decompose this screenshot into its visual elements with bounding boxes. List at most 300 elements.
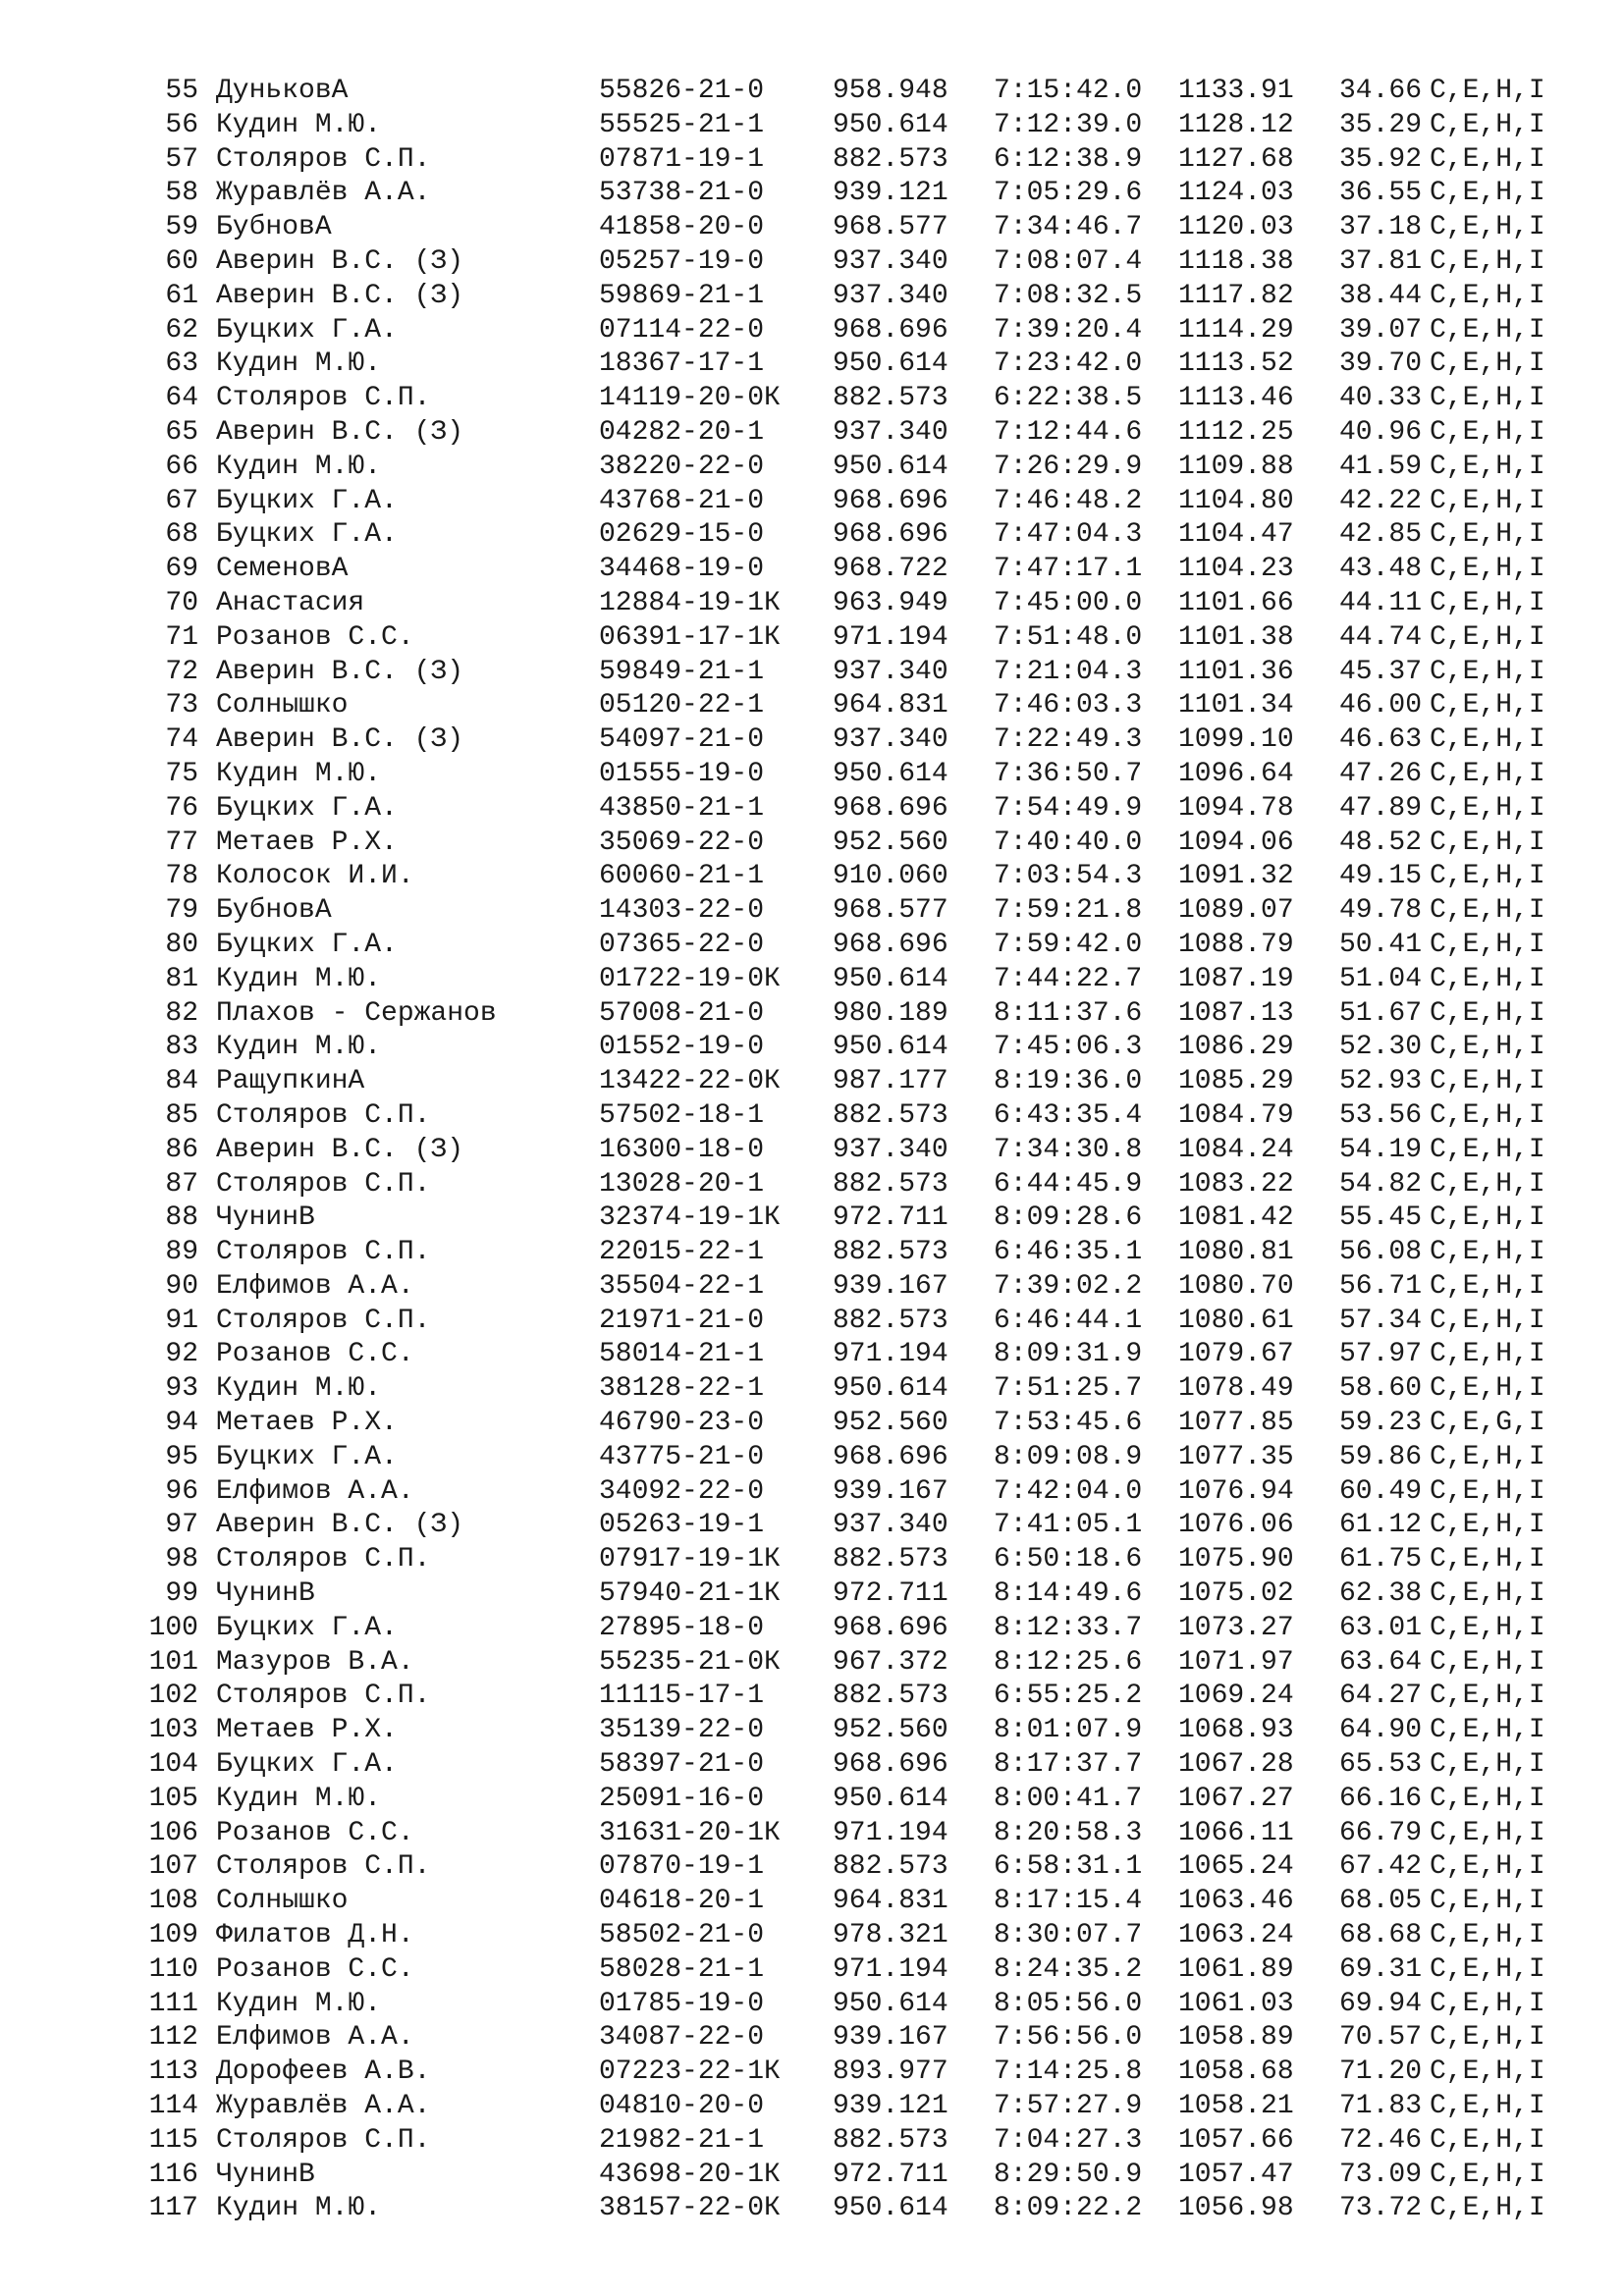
speed-cell: 1127.68 (1178, 143, 1294, 175)
coefficients-cell: C,E,H,I (1430, 1510, 1545, 1541)
rank-cell: 99 (165, 1578, 198, 1610)
rank-cell: 94 (165, 1408, 198, 1439)
fancier-name-cell: ЧунинВ (216, 1202, 315, 1234)
ring-number-cell: 01722-19-0К (599, 963, 781, 994)
rank-cell: 87 (165, 1168, 198, 1200)
points-cell: 71.20 (1339, 2056, 1423, 2088)
points-cell: 61.12 (1339, 1510, 1423, 1541)
fancier-name-cell: Розанов С.С. (216, 1953, 414, 1985)
ring-number-cell: 07365-22-0 (599, 929, 765, 960)
rank-cell: 100 (148, 1612, 198, 1643)
ring-number-cell: 31631-20-1К (599, 1817, 781, 1848)
speed-cell: 1058.89 (1178, 2022, 1294, 2054)
points-cell: 65.53 (1339, 1749, 1423, 1781)
points-cell: 48.52 (1339, 827, 1423, 858)
ring-number-cell: 43775-21-0 (599, 1441, 765, 1472)
fancier-name-cell: Аверин В.С. (З) (216, 416, 464, 448)
fancier-name-cell: Солнышко (216, 690, 349, 721)
flight-time-cell: 8:14:49.6 (994, 1578, 1143, 1610)
rank-cell: 69 (165, 554, 198, 585)
rank-cell: 55 (165, 76, 198, 106)
speed-cell: 1075.02 (1178, 1578, 1294, 1610)
flight-time-cell: 8:01:07.9 (994, 1715, 1143, 1746)
flight-time-cell: 8:12:33.7 (994, 1612, 1143, 1643)
ring-number-cell: 58502-21-0 (599, 1920, 765, 1951)
fancier-name-cell: Аверин В.С. (З) (216, 1510, 464, 1541)
fancier-name-cell: Аверин В.С. (З) (216, 245, 464, 277)
speed-cell: 1120.03 (1178, 212, 1294, 243)
ring-number-cell: 57502-18-1 (599, 1099, 765, 1131)
ring-number-cell: 57940-21-1К (599, 1578, 781, 1610)
points-cell: 57.34 (1339, 1305, 1423, 1336)
coefficients-cell: C,E,H,I (1430, 143, 1545, 175)
distance-cell: 952.560 (833, 1408, 948, 1439)
flight-time-cell: 6:44:45.9 (994, 1168, 1143, 1200)
fancier-name-cell: Кудин М.Ю. (216, 1783, 382, 1814)
flight-time-cell: 7:34:46.7 (994, 212, 1143, 243)
points-cell: 47.89 (1339, 792, 1423, 824)
points-cell: 68.68 (1339, 1920, 1423, 1951)
speed-cell: 1058.68 (1178, 2056, 1294, 2088)
ring-number-cell: 21971-21-0 (599, 1305, 765, 1336)
points-cell: 55.45 (1339, 1202, 1423, 1234)
speed-cell: 1068.93 (1178, 1715, 1294, 1746)
ring-number-cell: 05263-19-1 (599, 1510, 765, 1541)
speed-cell: 1133.91 (1178, 76, 1294, 106)
points-cell: 62.38 (1339, 1578, 1423, 1610)
distance-cell: 939.167 (833, 1475, 948, 1507)
flight-time-cell: 8:11:37.6 (994, 997, 1143, 1029)
points-cell: 35.29 (1339, 109, 1423, 140)
fancier-name-cell: Буцких Г.А. (216, 929, 398, 960)
fancier-name-cell: РащупкинА (216, 1066, 365, 1097)
coefficients-cell: C,E,H,I (1430, 1032, 1545, 1063)
fancier-name-cell: ДуньковА (216, 76, 349, 106)
ring-number-cell: 32374-19-1К (599, 1202, 781, 1234)
ring-number-cell: 35504-22-1 (599, 1270, 765, 1302)
flight-time-cell: 7:42:04.0 (994, 1475, 1143, 1507)
rank-cell: 114 (148, 2091, 198, 2122)
distance-cell: 972.711 (833, 2159, 948, 2190)
coefficients-cell: C,E,H,I (1430, 895, 1545, 927)
speed-cell: 1069.24 (1178, 1681, 1294, 1712)
distance-cell: 937.340 (833, 280, 948, 311)
rank-cell: 57 (165, 143, 198, 175)
points-cell: 60.49 (1339, 1475, 1423, 1507)
distance-cell: 882.573 (833, 1305, 948, 1336)
flight-time-cell: 8:05:56.0 (994, 1988, 1143, 2019)
ring-number-cell: 35069-22-0 (599, 827, 765, 858)
coefficients-cell: C,E,H,I (1430, 1988, 1545, 2019)
ring-number-cell: 46790-23-0 (599, 1408, 765, 1439)
flight-time-cell: 7:57:27.9 (994, 2091, 1143, 2122)
flight-time-cell: 7:22:49.3 (994, 724, 1143, 756)
fancier-name-cell: Буцких Г.А. (216, 519, 398, 551)
rank-cell: 86 (165, 1134, 198, 1165)
coefficients-cell: C,E,H,I (1430, 1681, 1545, 1712)
speed-cell: 1101.34 (1178, 690, 1294, 721)
fancier-name-cell: Аверин В.С. (З) (216, 1134, 464, 1165)
flight-time-cell: 7:21:04.3 (994, 656, 1143, 687)
rank-cell: 68 (165, 519, 198, 551)
points-cell: 71.83 (1339, 2091, 1423, 2122)
distance-cell: 972.711 (833, 1202, 948, 1234)
flight-time-cell: 6:43:35.4 (994, 1099, 1143, 1131)
rank-cell: 115 (148, 2124, 198, 2156)
distance-cell: 971.194 (833, 1339, 948, 1370)
fancier-name-cell: Столяров С.П. (216, 1681, 431, 1712)
coefficients-cell: C,E,H,I (1430, 554, 1545, 585)
ring-number-cell: 25091-16-0 (599, 1783, 765, 1814)
rank-cell: 80 (165, 929, 198, 960)
rank-cell: 90 (165, 1270, 198, 1302)
distance-cell: 978.321 (833, 1920, 948, 1951)
speed-cell: 1087.13 (1178, 997, 1294, 1029)
fancier-name-cell: Дорофеев А.В. (216, 2056, 431, 2088)
points-cell: 34.66 (1339, 76, 1423, 106)
ring-number-cell: 38157-22-0К (599, 2193, 781, 2224)
speed-cell: 1089.07 (1178, 895, 1294, 927)
coefficients-cell: C,E,H,I (1430, 724, 1545, 756)
rank-cell: 63 (165, 348, 198, 380)
speed-cell: 1104.80 (1178, 485, 1294, 516)
flight-time-cell: 8:30:07.7 (994, 1920, 1143, 1951)
coefficients-cell: C,E,H,I (1430, 1851, 1545, 1883)
flight-time-cell: 8:09:22.2 (994, 2193, 1143, 2224)
rank-cell: 89 (165, 1237, 198, 1268)
speed-cell: 1077.35 (1178, 1441, 1294, 1472)
rank-cell: 56 (165, 109, 198, 140)
speed-cell: 1075.90 (1178, 1544, 1294, 1575)
speed-cell: 1077.85 (1178, 1408, 1294, 1439)
ring-number-cell: 58397-21-0 (599, 1749, 765, 1781)
flight-time-cell: 8:09:08.9 (994, 1441, 1143, 1472)
distance-cell: 952.560 (833, 827, 948, 858)
fancier-name-cell: Метаев Р.Х. (216, 1408, 398, 1439)
coefficients-cell: C,E,H,I (1430, 1168, 1545, 1200)
points-cell: 73.72 (1339, 2193, 1423, 2224)
flight-time-cell: 8:17:15.4 (994, 1886, 1143, 1917)
fancier-name-cell: Столяров С.П. (216, 143, 431, 175)
fancier-name-cell: Кудин М.Ю. (216, 451, 382, 482)
rank-cell: 58 (165, 178, 198, 209)
flight-time-cell: 8:09:28.6 (994, 1202, 1143, 1234)
distance-cell: 968.696 (833, 485, 948, 516)
speed-cell: 1063.24 (1178, 1920, 1294, 1951)
speed-cell: 1081.42 (1178, 1202, 1294, 1234)
speed-cell: 1094.06 (1178, 827, 1294, 858)
distance-cell: 937.340 (833, 416, 948, 448)
points-cell: 72.46 (1339, 2124, 1423, 2156)
flight-time-cell: 7:47:17.1 (994, 554, 1143, 585)
fancier-name-cell: Кудин М.Ю. (216, 1032, 382, 1063)
speed-cell: 1087.19 (1178, 963, 1294, 994)
fancier-name-cell: Столяров С.П. (216, 2124, 431, 2156)
speed-cell: 1091.32 (1178, 861, 1294, 892)
rank-cell: 116 (148, 2159, 198, 2190)
coefficients-cell: C,E,H,I (1430, 348, 1545, 380)
fancier-name-cell: Кудин М.Ю. (216, 758, 382, 789)
ring-number-cell: 05257-19-0 (599, 245, 765, 277)
coefficients-cell: C,E,H,I (1430, 1544, 1545, 1575)
distance-cell: 950.614 (833, 1373, 948, 1405)
distance-cell: 950.614 (833, 109, 948, 140)
coefficients-cell: C,E,H,I (1430, 997, 1545, 1029)
coefficients-cell: C,E,H,I (1430, 1475, 1545, 1507)
fancier-name-cell: Елфимов А.А. (216, 1270, 414, 1302)
speed-cell: 1063.46 (1178, 1886, 1294, 1917)
flight-time-cell: 7:46:03.3 (994, 690, 1143, 721)
points-cell: 54.19 (1339, 1134, 1423, 1165)
speed-cell: 1086.29 (1178, 1032, 1294, 1063)
speed-cell: 1067.27 (1178, 1783, 1294, 1814)
fancier-name-cell: Анастасия (216, 587, 365, 618)
distance-cell: 910.060 (833, 861, 948, 892)
speed-cell: 1056.98 (1178, 2193, 1294, 2224)
ring-number-cell: 58014-21-1 (599, 1339, 765, 1370)
distance-cell: 967.372 (833, 1646, 948, 1678)
points-cell: 41.59 (1339, 451, 1423, 482)
rank-cell: 72 (165, 656, 198, 687)
rank-cell: 96 (165, 1475, 198, 1507)
flight-time-cell: 8:17:37.7 (994, 1749, 1143, 1781)
ring-number-cell: 14119-20-0К (599, 383, 781, 414)
points-cell: 51.67 (1339, 997, 1423, 1029)
distance-cell: 950.614 (833, 348, 948, 380)
speed-cell: 1112.25 (1178, 416, 1294, 448)
rank-cell: 61 (165, 280, 198, 311)
fancier-name-cell: Столяров С.П. (216, 1237, 431, 1268)
coefficients-cell: C,E,H,I (1430, 1339, 1545, 1370)
speed-cell: 1104.47 (1178, 519, 1294, 551)
fancier-name-cell: Розанов С.С. (216, 621, 414, 653)
coefficients-cell: C,E,H,I (1430, 212, 1545, 243)
distance-cell: 950.614 (833, 1988, 948, 2019)
rank-cell: 101 (148, 1646, 198, 1678)
ring-number-cell: 59869-21-1 (599, 280, 765, 311)
coefficients-cell: C,E,H,I (1430, 1270, 1545, 1302)
distance-cell: 937.340 (833, 656, 948, 687)
rank-cell: 70 (165, 587, 198, 618)
points-cell: 54.82 (1339, 1168, 1423, 1200)
rank-cell: 71 (165, 621, 198, 653)
points-cell: 43.48 (1339, 554, 1423, 585)
coefficients-cell: C,E,H,I (1430, 1612, 1545, 1643)
speed-cell: 1084.24 (1178, 1134, 1294, 1165)
flight-time-cell: 8:24:35.2 (994, 1953, 1143, 1985)
flight-time-cell: 7:03:54.3 (994, 861, 1143, 892)
coefficients-cell: C,E,H,I (1430, 1646, 1545, 1678)
speed-cell: 1099.10 (1178, 724, 1294, 756)
coefficients-cell: C,E,H,I (1430, 1953, 1545, 1985)
ring-number-cell: 43698-20-1К (599, 2159, 781, 2190)
ring-number-cell: 01555-19-0 (599, 758, 765, 789)
ring-number-cell: 60060-21-1 (599, 861, 765, 892)
speed-cell: 1114.29 (1178, 314, 1294, 346)
speed-cell: 1124.03 (1178, 178, 1294, 209)
coefficients-cell: C,E,H,I (1430, 2124, 1545, 2156)
distance-cell: 950.614 (833, 963, 948, 994)
flight-time-cell: 7:59:42.0 (994, 929, 1143, 960)
ring-number-cell: 16300-18-0 (599, 1134, 765, 1165)
ring-number-cell: 12884-19-1К (599, 587, 781, 618)
distance-cell: 972.711 (833, 1578, 948, 1610)
coefficients-cell: C,E,H,I (1430, 1305, 1545, 1336)
points-cell: 63.01 (1339, 1612, 1423, 1643)
rank-cell: 64 (165, 383, 198, 414)
speed-cell: 1088.79 (1178, 929, 1294, 960)
distance-cell: 968.696 (833, 314, 948, 346)
coefficients-cell: C,E,H,I (1430, 587, 1545, 618)
coefficients-cell: C,E,H,I (1430, 416, 1545, 448)
ring-number-cell: 54097-21-0 (599, 724, 765, 756)
coefficients-cell: C,E,H,I (1430, 383, 1545, 414)
flight-time-cell: 7:36:50.7 (994, 758, 1143, 789)
distance-cell: 950.614 (833, 758, 948, 789)
flight-time-cell: 7:54:49.9 (994, 792, 1143, 824)
rank-cell: 110 (148, 1953, 198, 1985)
flight-time-cell: 7:12:44.6 (994, 416, 1143, 448)
rank-cell: 97 (165, 1510, 198, 1541)
rank-cell: 113 (148, 2056, 198, 2088)
points-cell: 49.15 (1339, 861, 1423, 892)
points-cell: 53.56 (1339, 1099, 1423, 1131)
flight-time-cell: 7:12:39.0 (994, 109, 1143, 140)
rank-cell: 74 (165, 724, 198, 756)
points-cell: 67.42 (1339, 1851, 1423, 1883)
fancier-name-cell: Елфимов А.А. (216, 1475, 414, 1507)
rank-cell: 82 (165, 997, 198, 1029)
flight-time-cell: 7:47:04.3 (994, 519, 1143, 551)
fancier-name-cell: Филатов Д.Н. (216, 1920, 414, 1951)
rank-cell: 66 (165, 451, 198, 482)
points-cell: 44.74 (1339, 621, 1423, 653)
coefficients-cell: C,E,H,I (1430, 519, 1545, 551)
ring-number-cell: 21982-21-1 (599, 2124, 765, 2156)
points-cell: 69.94 (1339, 1988, 1423, 2019)
flight-time-cell: 6:22:38.5 (994, 383, 1143, 414)
flight-time-cell: 7:40:40.0 (994, 827, 1143, 858)
distance-cell: 937.340 (833, 1134, 948, 1165)
coefficients-cell: C,E,H,I (1430, 2159, 1545, 2190)
coefficients-cell: C,E,H,I (1430, 929, 1545, 960)
points-cell: 56.08 (1339, 1237, 1423, 1268)
distance-cell: 882.573 (833, 143, 948, 175)
distance-cell: 882.573 (833, 1544, 948, 1575)
rank-cell: 85 (165, 1099, 198, 1131)
flight-time-cell: 8:09:31.9 (994, 1339, 1143, 1370)
points-cell: 51.04 (1339, 963, 1423, 994)
coefficients-cell: C,E,H,I (1430, 280, 1545, 311)
points-cell: 61.75 (1339, 1544, 1423, 1575)
speed-cell: 1109.88 (1178, 451, 1294, 482)
flight-time-cell: 7:56:56.0 (994, 2022, 1143, 2054)
fancier-name-cell: Столяров С.П. (216, 383, 431, 414)
distance-cell: 882.573 (833, 1237, 948, 1268)
points-cell: 66.16 (1339, 1783, 1423, 1814)
fancier-name-cell: Журавлёв А.А. (216, 178, 431, 209)
ring-number-cell: 55826-21-0 (599, 76, 765, 106)
ring-number-cell: 35139-22-0 (599, 1715, 765, 1746)
ring-number-cell: 04618-20-1 (599, 1886, 765, 1917)
fancier-name-cell: Солнышко (216, 1886, 349, 1917)
coefficients-cell: C,E,H,I (1430, 314, 1545, 346)
fancier-name-cell: Кудин М.Ю. (216, 1988, 382, 2019)
distance-cell: 968.696 (833, 1441, 948, 1472)
ring-number-cell: 01552-19-0 (599, 1032, 765, 1063)
coefficients-cell: C,E,G,I (1430, 1408, 1545, 1439)
coefficients-cell: C,E,H,I (1430, 1715, 1545, 1746)
flight-time-cell: 7:59:21.8 (994, 895, 1143, 927)
rank-cell: 112 (148, 2022, 198, 2054)
speed-cell: 1078.49 (1178, 1373, 1294, 1405)
points-cell: 69.31 (1339, 1953, 1423, 1985)
distance-cell: 968.577 (833, 212, 948, 243)
ring-number-cell: 04282-20-1 (599, 416, 765, 448)
speed-cell: 1128.12 (1178, 109, 1294, 140)
ring-number-cell: 38220-22-0 (599, 451, 765, 482)
ring-number-cell: 34087-22-0 (599, 2022, 765, 2054)
ring-number-cell: 59849-21-1 (599, 656, 765, 687)
distance-cell: 963.949 (833, 587, 948, 618)
points-cell: 42.22 (1339, 485, 1423, 516)
coefficients-cell: C,E,H,I (1430, 76, 1545, 106)
ring-number-cell: 27895-18-0 (599, 1612, 765, 1643)
rank-cell: 62 (165, 314, 198, 346)
flight-time-cell: 6:58:31.1 (994, 1851, 1143, 1883)
distance-cell: 939.121 (833, 178, 948, 209)
flight-time-cell: 8:00:41.7 (994, 1783, 1143, 1814)
flight-time-cell: 6:12:38.9 (994, 143, 1143, 175)
points-cell: 40.96 (1339, 416, 1423, 448)
points-cell: 57.97 (1339, 1339, 1423, 1370)
flight-time-cell: 6:50:18.6 (994, 1544, 1143, 1575)
distance-cell: 882.573 (833, 1681, 948, 1712)
coefficients-cell: C,E,H,I (1430, 621, 1545, 653)
distance-cell: 968.577 (833, 895, 948, 927)
rank-cell: 109 (148, 1920, 198, 1951)
points-cell: 50.41 (1339, 929, 1423, 960)
fancier-name-cell: СеменовА (216, 554, 349, 585)
fancier-name-cell: БубновА (216, 212, 332, 243)
ring-number-cell: 13422-22-0К (599, 1066, 781, 1097)
points-cell: 68.05 (1339, 1886, 1423, 1917)
ring-number-cell: 55525-21-1 (599, 109, 765, 140)
rank-cell: 107 (148, 1851, 198, 1883)
coefficients-cell: C,E,H,I (1430, 1817, 1545, 1848)
rank-cell: 83 (165, 1032, 198, 1063)
rank-cell: 117 (148, 2193, 198, 2224)
distance-cell: 937.340 (833, 724, 948, 756)
distance-cell: 950.614 (833, 2193, 948, 2224)
rank-cell: 88 (165, 1202, 198, 1234)
coefficients-cell: C,E,H,I (1430, 1783, 1545, 1814)
points-cell: 70.57 (1339, 2022, 1423, 2054)
speed-cell: 1083.22 (1178, 1168, 1294, 1200)
coefficients-cell: C,E,H,I (1430, 109, 1545, 140)
points-cell: 40.33 (1339, 383, 1423, 414)
speed-cell: 1067.28 (1178, 1749, 1294, 1781)
fancier-name-cell: Кудин М.Ю. (216, 963, 382, 994)
coefficients-cell: C,E,H,I (1430, 690, 1545, 721)
ring-number-cell: 57008-21-0 (599, 997, 765, 1029)
ring-number-cell: 55235-21-0К (599, 1646, 781, 1678)
flight-time-cell: 6:55:25.2 (994, 1681, 1143, 1712)
ring-number-cell: 07870-19-1 (599, 1851, 765, 1883)
speed-cell: 1096.64 (1178, 758, 1294, 789)
fancier-name-cell: Плахов - Сержанов (216, 997, 497, 1029)
distance-cell: 971.194 (833, 1817, 948, 1848)
